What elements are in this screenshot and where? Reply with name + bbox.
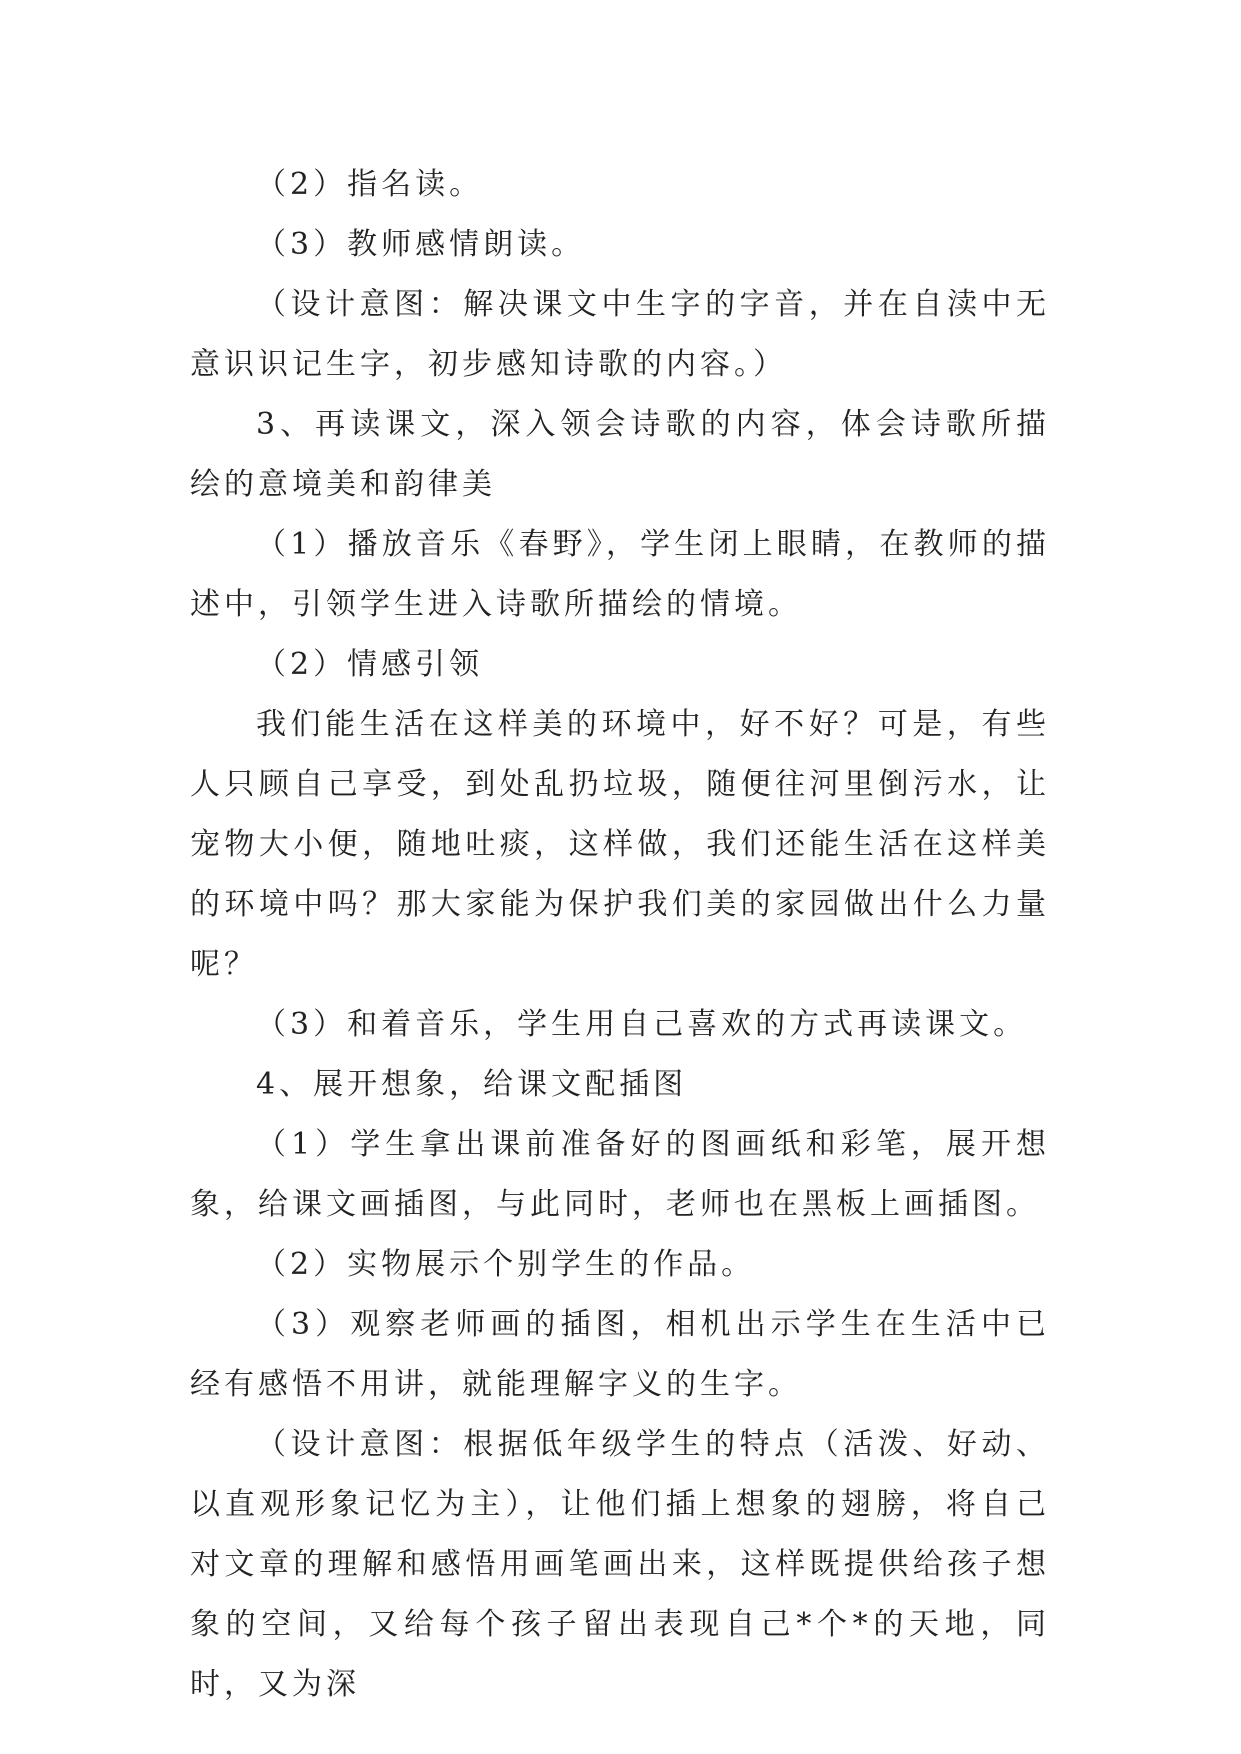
- paragraph-12: （3）观察老师画的插图，相机出示学生在生活中已经有感悟不用讲，就能理解字义的生字。: [190, 1307, 1050, 1402]
- paragraph-8: （3）和着音乐，学生用自己喜欢的方式再读课文。: [256, 1007, 1028, 1042]
- paragraph-7: 我们能生活在这样美的环境中，好不好？可是，有些人只顾自己享受，到处乱扔垃圾，随便往河里倒污水，让宠物大小便，随地吐痰，这样做，我们还能生活在这样美的环境中吗？那大家能为保护我们美的家园做出什么力量呢？: [190, 707, 1050, 982]
- paragraph-2: （3）教师感情朗读。: [256, 227, 586, 262]
- document-page: [190, 155, 1050, 1715]
- paragraph-4: 3、再读课文，深入领会诗歌的内容，体会诗歌所描绘的意境美和韵律美: [190, 407, 1050, 502]
- paragraph-10: （1）学生拿出课前准备好的图画纸和彩笔，展开想象，给课文画插图，与此同时，老师也在黑板上画插图。: [190, 1127, 1050, 1222]
- paragraph-13: （设计意图：根据低年级学生的特点（活泼、好动、以直观形象记忆为主），让他们插上想象的翅膀，将自己对文章的理解和感悟用画笔画出来，这样既提供给孩子想象的空间，又给每个孩子留出表现自己*个*的天地，同时，又为深: [190, 1427, 1050, 1702]
- paragraph-5: （1）播放音乐《春野》，学生闭上眼睛，在教师的描述中，引领学生进入诗歌所描绘的情境。: [190, 527, 1050, 622]
- paragraph-11: （2）实物展示个别学生的作品。: [256, 1247, 756, 1282]
- paragraph-6: （2）情感引领: [256, 647, 484, 682]
- paragraph-3: （设计意图：解决课文中生字的字音，并在自渎中无意识识记生字，初步感知诗歌的内容。）: [190, 287, 1050, 382]
- paragraph-9: 4、展开想象，给课文配插图: [256, 1067, 688, 1102]
- paragraph-1: （2）指名读。: [256, 167, 484, 202]
